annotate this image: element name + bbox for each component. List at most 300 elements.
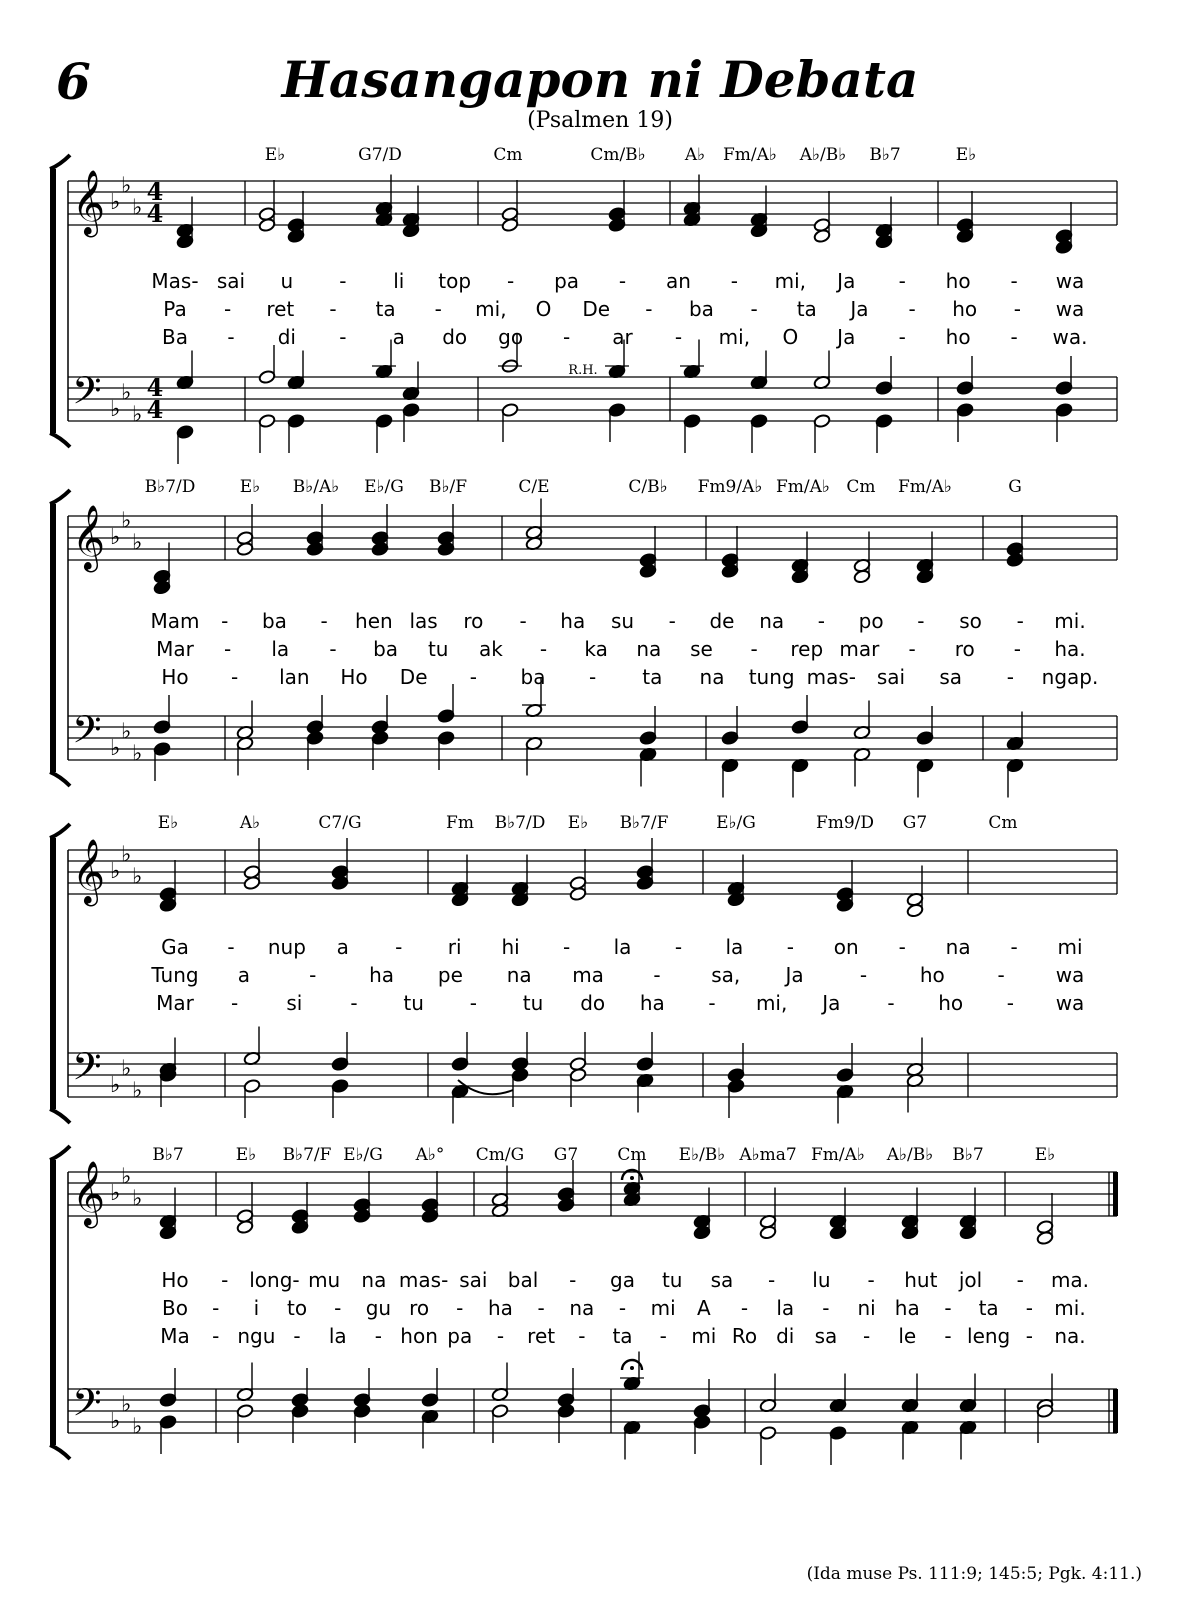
lyric-syllable: se — [690, 637, 713, 661]
chord-symbol: B♭/A♭ — [292, 477, 340, 497]
lyric-syllable: las — [409, 609, 438, 633]
flat-icon: ♭ — [121, 1392, 132, 1418]
lyric-syllable: ha — [639, 991, 665, 1015]
lyric-syllable: le — [898, 1324, 917, 1348]
lyric-syllable: mi, — [755, 991, 788, 1015]
lyric-syllable: mi — [650, 1296, 676, 1320]
lyric-syllable: mi, — [475, 297, 507, 321]
note-head — [176, 234, 194, 249]
lyric-syllable: ho — [945, 269, 971, 293]
note-head — [258, 218, 276, 233]
time-signature-bottom: 4 — [146, 199, 164, 228]
lyric-syllable: - — [1013, 637, 1021, 661]
lyric-syllable: - — [456, 1296, 464, 1320]
lyric-syllable: Ho — [161, 1268, 189, 1292]
lyric-syllable: - — [674, 935, 683, 959]
system-bracket — [50, 504, 56, 772]
lyric-syllable: - — [227, 935, 235, 959]
chord-symbol: B♭/F — [428, 477, 468, 497]
note-head — [371, 542, 389, 557]
note-head — [236, 1404, 254, 1419]
lyric-syllable: ka — [584, 637, 608, 661]
final-barline-thick — [1113, 1172, 1118, 1216]
lyric-syllable: ta — [978, 1296, 999, 1320]
lyric-syllable: - — [867, 1268, 875, 1292]
lyric-syllable: Ga — [161, 935, 189, 959]
note-head — [375, 414, 393, 429]
lyric-syllable: - — [374, 1324, 383, 1348]
note-head — [491, 1404, 509, 1419]
lyric-syllable: ak — [478, 637, 503, 661]
lyric-syllable: to — [287, 1296, 308, 1320]
lyric-syllable: a — [392, 325, 405, 349]
flat-icon: ♭ — [110, 397, 121, 422]
note-head — [875, 234, 893, 249]
lyric-syllable: ret — [266, 297, 295, 321]
chord-symbol: E♭ — [264, 145, 286, 165]
lyric-syllable: wa — [1055, 991, 1085, 1015]
lyric-syllable: - — [768, 1268, 776, 1292]
lyric-syllable: sai — [459, 1268, 488, 1292]
lyric-syllable: ta — [796, 297, 817, 321]
lyric-syllable: - — [329, 637, 337, 661]
lyric-syllable: - — [334, 1296, 342, 1320]
lyric-syllable: - — [339, 325, 347, 349]
lyric-syllable: - — [740, 1296, 749, 1320]
lyric-syllable: - — [589, 665, 597, 689]
note-head — [1055, 403, 1073, 418]
lyric-syllable: Mar — [156, 637, 194, 661]
note-head — [153, 720, 171, 735]
lyric-syllable: - — [908, 297, 916, 321]
lyric-syllable: - — [786, 935, 794, 959]
chord-symbol: G7 — [553, 1145, 579, 1165]
lyric-syllable: na — [699, 665, 725, 689]
lyric-syllable: ho — [938, 991, 964, 1015]
chord-symbol: Cm — [846, 477, 876, 497]
note-head — [916, 569, 934, 584]
lyric-syllable: li — [393, 269, 405, 293]
lyric-syllable: mi. — [1054, 1296, 1086, 1320]
lyric-syllable: i — [253, 1296, 260, 1320]
flat-icon: ♭ — [110, 1073, 121, 1098]
lyric-syllable: ret — [527, 1324, 556, 1348]
note-head — [1055, 240, 1073, 255]
lyric-syllable: pe — [437, 963, 463, 987]
lyric-syllable: Ja — [822, 991, 841, 1015]
lyric-syllable: sa, — [711, 963, 741, 987]
note-head — [331, 1057, 349, 1072]
hymn-title: Hasangapon ni Debata — [281, 50, 919, 109]
lyric-syllable: ha — [894, 1296, 920, 1320]
lyric-syllable: Ro — [731, 1324, 758, 1348]
lyric-syllable: ba — [520, 665, 546, 689]
treble-clef-icon: 𝄞 — [72, 170, 106, 235]
note-head — [291, 1220, 309, 1235]
lyric-syllable: - — [817, 609, 825, 633]
lyric-syllable: mas- — [806, 665, 857, 689]
flat-icon: ♭ — [132, 1414, 143, 1440]
flat-icon: ♭ — [121, 173, 132, 199]
lyric-syllable: rep — [790, 637, 824, 661]
lyric-syllable: Ba — [162, 325, 188, 349]
lyric-syllable: leng — [967, 1324, 1011, 1348]
bass-clef-icon: 𝄢 — [72, 707, 102, 761]
note-head — [683, 414, 701, 429]
lyric-syllable: sai — [876, 665, 906, 689]
flat-icon: ♭ — [110, 736, 121, 761]
lyric-syllable: sa — [814, 1324, 838, 1348]
chord-symbol: E♭/B♭ — [678, 1145, 726, 1165]
note-head — [813, 414, 831, 429]
chord-symbol: C7/G — [318, 813, 362, 833]
lyric-syllable: - — [469, 665, 477, 689]
lyric-syllable: ni — [857, 1296, 876, 1320]
note-head — [437, 542, 455, 557]
lyric-syllable: po — [858, 609, 884, 633]
lyric-syllable: ho — [919, 963, 945, 987]
lyric-syllable: ba — [261, 609, 287, 633]
note-head — [750, 414, 768, 429]
time-signature-bottom: 4 — [146, 395, 164, 424]
bass-clef-icon: 𝄢 — [72, 1044, 102, 1098]
lyric-syllable: wa — [1055, 963, 1085, 987]
flat-icon: ♭ — [121, 842, 132, 868]
lyric-syllable: - — [562, 935, 571, 959]
note-head — [791, 720, 809, 735]
note-head — [906, 903, 924, 918]
chord-symbol: E♭/G — [716, 813, 756, 833]
lyric-syllable: Mam — [150, 609, 200, 633]
lyric-syllable: - — [212, 1296, 220, 1320]
lyric-syllable: - — [862, 1324, 871, 1348]
bass-clef-icon: 𝄢 — [72, 368, 102, 422]
note-head — [829, 1426, 847, 1441]
lyric-syllable: Ma — [160, 1324, 190, 1348]
bass-clef-icon: 𝄢 — [72, 1380, 102, 1434]
note-head — [159, 1393, 177, 1408]
note-head — [836, 1068, 854, 1083]
lyric-syllable: la — [725, 935, 744, 959]
lyric-syllable: - — [224, 637, 232, 661]
note-head — [451, 1057, 469, 1072]
lyric-syllable: De — [399, 665, 428, 689]
note-head — [569, 887, 587, 902]
lyric-syllable: la — [271, 637, 290, 661]
lyric-syllable: mi. — [1054, 609, 1086, 633]
chord-symbol: B♭7/F — [619, 813, 669, 833]
chord-symbol: G — [1008, 477, 1022, 497]
note-head — [511, 1068, 529, 1083]
lyric-syllable: wa — [1055, 269, 1085, 293]
lyric-syllable: Ja — [837, 269, 856, 293]
chord-symbol: C/E — [518, 477, 550, 497]
lyric-syllable: de — [709, 609, 735, 633]
flat-icon: ♭ — [132, 1186, 143, 1212]
note-head — [759, 1225, 777, 1240]
lyric-syllable: la — [328, 1324, 347, 1348]
flat-icon: ♭ — [110, 190, 121, 215]
note-head — [291, 1404, 309, 1419]
lyric-syllable: ngap. — [1041, 665, 1099, 689]
system-bracket — [50, 838, 56, 1109]
chord-symbol: E♭ — [1034, 1145, 1056, 1165]
lyric-syllable: - — [898, 325, 906, 349]
lyric-syllable: - — [395, 935, 403, 959]
lyric-syllable: ha — [487, 1296, 513, 1320]
lyric-syllable: tu — [427, 637, 449, 661]
note-head — [243, 1079, 261, 1094]
flat-icon: ♭ — [121, 1164, 132, 1190]
flat-icon: ♭ — [121, 1056, 132, 1082]
lyric-syllable: ar — [612, 325, 633, 349]
lyric-syllable: - — [320, 609, 328, 633]
lyric-syllable: sai — [216, 269, 246, 293]
lyric-syllable: su — [610, 609, 635, 633]
lyric-syllable: gu — [365, 1296, 392, 1320]
lyric-syllable: - — [1006, 991, 1014, 1015]
note-head — [956, 381, 974, 396]
lyric-syllable: na — [945, 935, 971, 959]
lyric-syllable: na. — [1054, 1324, 1086, 1348]
lyric-syllable: hon — [400, 1324, 438, 1348]
note-head — [153, 580, 171, 595]
lyric-syllable: - — [730, 269, 738, 293]
lyric-syllable: - — [1010, 935, 1018, 959]
lyric-syllable: - — [350, 991, 358, 1015]
flat-icon: ♭ — [110, 1409, 121, 1434]
chord-symbol: E♭ — [955, 145, 977, 165]
note-head — [759, 1426, 777, 1441]
lyric-syllable: sa — [939, 665, 963, 689]
chord-symbol: Fm/A♭ — [811, 1145, 865, 1165]
note-head — [258, 414, 276, 429]
chord-symbol: Fm — [446, 813, 474, 833]
chord-symbol: Fm/A♭ — [723, 145, 777, 165]
lyric-syllable: mas- — [398, 1268, 449, 1292]
lyric-syllable: - — [944, 1324, 952, 1348]
note-head — [176, 425, 194, 440]
lyric-syllable: na — [361, 1268, 387, 1292]
treble-clef-icon: 𝄞 — [72, 839, 106, 904]
note-head — [901, 1225, 919, 1240]
note-head — [569, 1068, 587, 1083]
lyric-syllable: - — [618, 269, 627, 293]
chord-symbol: E♭ — [157, 813, 179, 833]
lyric-syllable: ri — [447, 935, 462, 959]
note-head — [639, 564, 657, 579]
lyric-syllable: - — [519, 609, 527, 633]
note-head — [501, 218, 519, 233]
lyric-syllable: wa. — [1052, 325, 1088, 349]
lyric-syllable: ma — [572, 963, 604, 987]
chord-symbol: E♭ — [235, 1145, 257, 1165]
treble-clef-icon: 𝄞 — [72, 1161, 106, 1226]
lyric-syllable: ga — [610, 1268, 635, 1292]
chord-symbol: Fm9/A♭ — [697, 477, 763, 497]
lyric-syllable: - — [309, 963, 317, 987]
lyric-syllable: pa — [447, 1324, 473, 1348]
note-head — [421, 1209, 439, 1224]
fermata-dot — [630, 1176, 634, 1180]
note-head — [608, 403, 626, 418]
note-head — [287, 229, 305, 244]
flat-icon: ♭ — [132, 195, 143, 221]
lyric-syllable: Ja — [850, 297, 869, 321]
lyric-syllable: - — [750, 637, 758, 661]
chord-symbol: G7/D — [358, 145, 402, 165]
note-head — [916, 731, 934, 746]
lyric-syllable: a — [237, 963, 250, 987]
lyric-syllable: na — [636, 637, 662, 661]
flat-icon: ♭ — [121, 508, 132, 534]
lyric-syllable: - — [668, 609, 676, 633]
rh-marking: R.H. — [568, 363, 598, 378]
lyric-syllable: - — [562, 325, 571, 349]
chord-symbol: G7 — [902, 813, 928, 833]
lyric-syllable: - — [212, 1324, 220, 1348]
chord-symbol: Cm — [493, 145, 523, 165]
lyric-syllable: - — [1013, 297, 1021, 321]
chord-symbol: B♭7 — [152, 1145, 184, 1165]
lyric-syllable: ba — [373, 637, 399, 661]
lyric-syllable: - — [1010, 269, 1018, 293]
chord-symbol: E♭ — [239, 477, 261, 497]
chord-symbol: Cm — [988, 813, 1018, 833]
lyric-syllable: la — [613, 935, 632, 959]
lyric-syllable: O — [535, 297, 552, 321]
note-head — [287, 414, 305, 429]
note-head — [159, 1225, 177, 1240]
lyric-syllable: ho — [945, 325, 971, 349]
note-head — [331, 876, 349, 891]
note-head — [693, 1225, 711, 1240]
lyric-syllable: De — [582, 297, 611, 321]
lyric-syllable: mu — [308, 1268, 341, 1292]
lyric-syllable: go — [498, 325, 524, 349]
lyric-syllable: so — [959, 609, 982, 633]
lyric-syllable: - — [507, 269, 515, 293]
lyric-syllable: an — [665, 269, 691, 293]
note-head — [353, 1404, 371, 1419]
chord-symbol: B♭7 — [952, 1145, 984, 1165]
note-head — [501, 403, 519, 418]
lyric-syllable: - — [1016, 609, 1024, 633]
lyric-syllable: - — [1016, 1268, 1024, 1292]
lyric-syllable: Pa — [163, 297, 187, 321]
note-head — [258, 370, 276, 385]
lyric-syllable: - — [1025, 1296, 1033, 1320]
chord-symbol: A♭ — [239, 813, 261, 833]
lyric-syllable: - — [339, 269, 347, 293]
note-head — [437, 731, 455, 746]
lyric-syllable: - — [227, 325, 235, 349]
lyric-syllable: na — [759, 609, 785, 633]
lyric-syllable: - — [917, 609, 925, 633]
lyric-syllable: a — [336, 935, 349, 959]
note-head — [1055, 381, 1073, 396]
lyric-syllable: mi — [691, 1324, 717, 1348]
note-head — [636, 1057, 654, 1072]
lyric-syllable: - — [537, 1296, 545, 1320]
lyric-syllable: pa — [554, 269, 580, 293]
lyric-syllable: tu — [661, 1268, 683, 1292]
lyric-syllable: - — [1010, 325, 1018, 349]
flat-icon: ♭ — [110, 859, 121, 884]
note-head — [421, 1393, 439, 1408]
note-head — [608, 218, 626, 233]
lyric-syllable: bal — [507, 1268, 539, 1292]
chord-symbol: Fm9/D — [815, 813, 875, 833]
note-head — [1006, 553, 1024, 568]
chord-symbol: A♭ma7 — [739, 1145, 797, 1165]
flat-icon: ♭ — [132, 741, 143, 767]
flat-icon: ♭ — [121, 719, 132, 745]
note-head — [636, 876, 654, 891]
lyric-syllable: hut — [904, 1268, 938, 1292]
lyric-syllable: Ja — [785, 963, 804, 987]
lyric-syllable: Mar — [156, 991, 194, 1015]
lyric-syllable: - — [997, 963, 1005, 987]
flat-icon: ♭ — [132, 530, 143, 556]
lyric-syllable: mi, — [718, 325, 751, 349]
lyric-syllable: - — [1006, 665, 1014, 689]
flat-icon: ♭ — [132, 864, 143, 890]
lyric-syllable: A — [697, 1296, 711, 1320]
lyric-syllable: - — [659, 1324, 667, 1348]
chord-symbol: Fm/A♭ — [898, 477, 952, 497]
lyric-syllable: nup — [267, 935, 306, 959]
system-bracket — [50, 169, 56, 433]
lyric-syllable: ha — [560, 609, 586, 633]
note-head — [236, 542, 254, 557]
chord-symbol: A♭° — [415, 1145, 445, 1165]
lyric-syllable: ro — [463, 609, 484, 633]
flat-icon: ♭ — [132, 402, 143, 428]
chord-symbol: A♭/B♭ — [799, 145, 847, 165]
note-head — [557, 1404, 575, 1419]
chord-symbol: A♭ — [684, 145, 706, 165]
lyric-syllable: - — [944, 1296, 952, 1320]
note-head — [159, 898, 177, 913]
lyric-syllable: - — [496, 1324, 505, 1348]
lyric-syllable: ha — [369, 963, 395, 987]
note-head — [557, 1198, 575, 1213]
note-head — [371, 731, 389, 746]
note-head — [956, 403, 974, 418]
chord-symbol: B♭7 — [869, 145, 901, 165]
chord-symbol: A♭/B♭ — [886, 1145, 934, 1165]
lyric-syllable: ngu — [237, 1324, 276, 1348]
note-head — [437, 709, 455, 724]
lyric-syllable: - — [569, 1268, 577, 1292]
note-head — [236, 1220, 254, 1235]
lyric-syllable: Bo — [162, 1296, 188, 1320]
note-head — [829, 1225, 847, 1240]
note-head — [159, 1415, 177, 1430]
lyric-syllable: ta — [375, 297, 396, 321]
note-head — [875, 381, 893, 396]
lyric-syllable: - — [539, 637, 548, 661]
lyric-syllable: la — [776, 1296, 795, 1320]
note-head — [639, 731, 657, 746]
hymn-subtitle: (Psalmen 19) — [527, 108, 673, 133]
lyric-syllable: ta — [612, 1324, 633, 1348]
lyric-syllable: Tung — [151, 963, 199, 987]
lyric-syllable: - — [578, 1324, 586, 1348]
note-head — [721, 731, 739, 746]
note-head — [243, 876, 261, 891]
